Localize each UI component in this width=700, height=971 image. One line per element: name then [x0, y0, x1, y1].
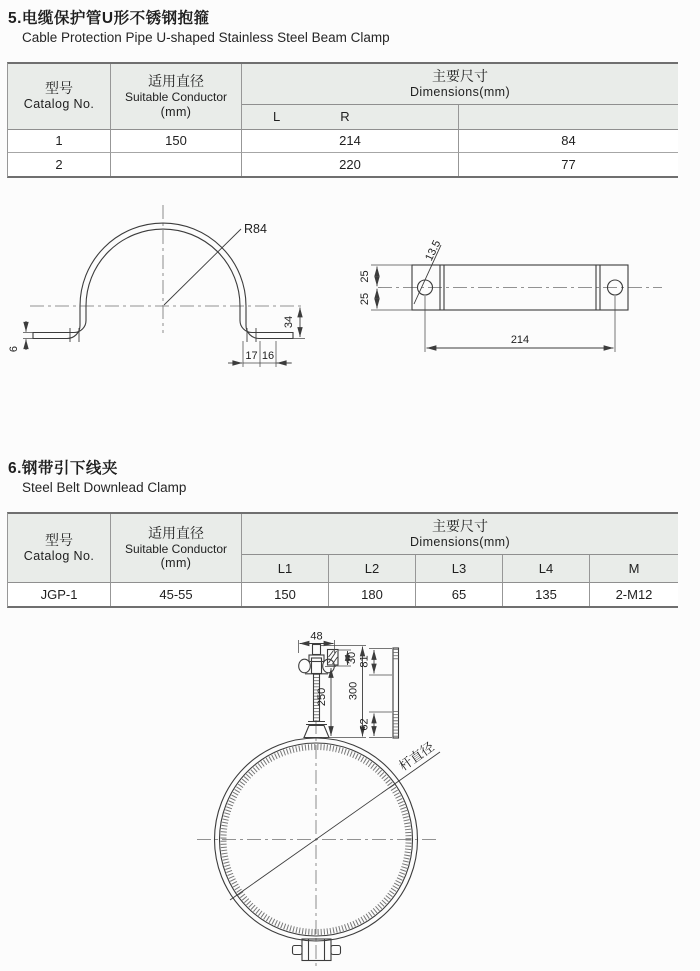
dim-label-thickness: 6 [8, 345, 20, 353]
subheader-l: L [273, 109, 281, 125]
dim-label-side-height: 34 [283, 315, 295, 329]
catalog-header-cell [8, 514, 111, 583]
table-cell: 45-55 [111, 583, 242, 606]
conductor-label-zh: 适用直径 [148, 524, 204, 541]
table-cell: 180 [329, 583, 416, 606]
beam-clamp-drawings [0, 195, 700, 385]
subheader-r: R [340, 109, 350, 125]
subheader-l3: L3 [416, 555, 503, 583]
conductor-label-zh: 适用直径 [148, 73, 204, 90]
dimensions-label-en: Dimensions(mm) [409, 84, 511, 99]
section5-title-zh: 5.电缆保护管U形不锈钢抱箍 [8, 10, 210, 27]
conductor-unit-label: (mm) [160, 556, 192, 571]
dim-label-nut-offset: 30 [346, 651, 358, 665]
dimensions-label-zh: 主要尺寸 [432, 517, 488, 534]
u-clamp-top-view [359, 238, 662, 352]
table-cell: 1 [8, 130, 111, 153]
catalog-label-en: Catalog No. [23, 97, 95, 112]
beam-clamp-spec-table [7, 62, 678, 178]
bottom-buckle [293, 939, 341, 961]
table-cell [111, 153, 242, 176]
u-clamp-front-view [8, 205, 305, 367]
conductor-header-cell [111, 514, 242, 583]
dimensions-header-cell [242, 64, 678, 105]
dim-label-strip-bottom: 62 [358, 718, 371, 731]
dim-label-width-a: 25 [359, 270, 371, 283]
dimensions-label-en: Dimensions(mm) [409, 534, 511, 549]
table-cell: 220 [242, 153, 459, 176]
table-cell: 2-M12 [615, 586, 653, 602]
conductor-unit-label: (mm) [160, 104, 192, 119]
belt-side-view [393, 648, 399, 738]
subheader-l2: L2 [329, 555, 416, 583]
downlead-clamp-drawing [0, 628, 700, 971]
conductor-label-en: Suitable Conductor [124, 541, 228, 556]
subheader-l4: L4 [503, 555, 590, 583]
dim-label-length: 214 [510, 334, 530, 346]
catalog-label-en: Catalog No. [23, 548, 95, 563]
dim-label-hole: 13.5 [423, 238, 444, 263]
subheader-m: M [590, 555, 678, 583]
conductor-header-cell [111, 64, 242, 130]
subheader-empty-cell [459, 105, 678, 130]
dim-label-radius: R84 [244, 222, 267, 236]
catalog-label-zh: 型号 [45, 80, 73, 97]
pole-diameter-label: 杆直径 [396, 738, 437, 774]
dim-label-overall: 300 [347, 681, 360, 701]
conductor-label-en: Suitable Conductor [124, 90, 228, 105]
table-cell: 65 [416, 583, 503, 606]
catalog-header-cell [8, 64, 111, 130]
table-cell: 77 [561, 156, 576, 172]
dim-label-foot-b: 16 [261, 350, 275, 362]
subheader-l1: L1 [242, 555, 329, 583]
table-cell: 135 [503, 583, 590, 606]
dim-label-foot-a: 17 [245, 350, 258, 362]
section6-title-en: Steel Belt Downlead Clamp [22, 480, 187, 495]
dimensions-label-zh: 主要尺寸 [432, 67, 488, 84]
dim-label-strip-top: 81 [358, 655, 371, 668]
dim-label-stem-length: 250 [316, 687, 328, 707]
table-cell: 214 [242, 130, 459, 153]
pole-circle [197, 720, 440, 966]
table-cell: 84 [459, 130, 678, 153]
downlead-clamp-spec-table [7, 512, 678, 608]
table-cell: 150 [111, 130, 242, 153]
subheader-lr-cell [242, 105, 459, 130]
dim-label-width-b: 25 [359, 292, 371, 306]
dimensions-header-cell [242, 514, 678, 555]
section5-title-en: Cable Protection Pipe U-shaped Stainless Steel Beam Clamp [22, 30, 390, 45]
dim-label-bolt-width: 48 [310, 630, 323, 643]
catalog-label-zh: 型号 [45, 531, 73, 548]
table-cell: 2 [8, 153, 111, 176]
table-cell: JGP-1 [8, 583, 111, 606]
section6-title-zh: 6.钢带引下线夹 [8, 460, 118, 477]
table-cell: 150 [242, 583, 329, 606]
